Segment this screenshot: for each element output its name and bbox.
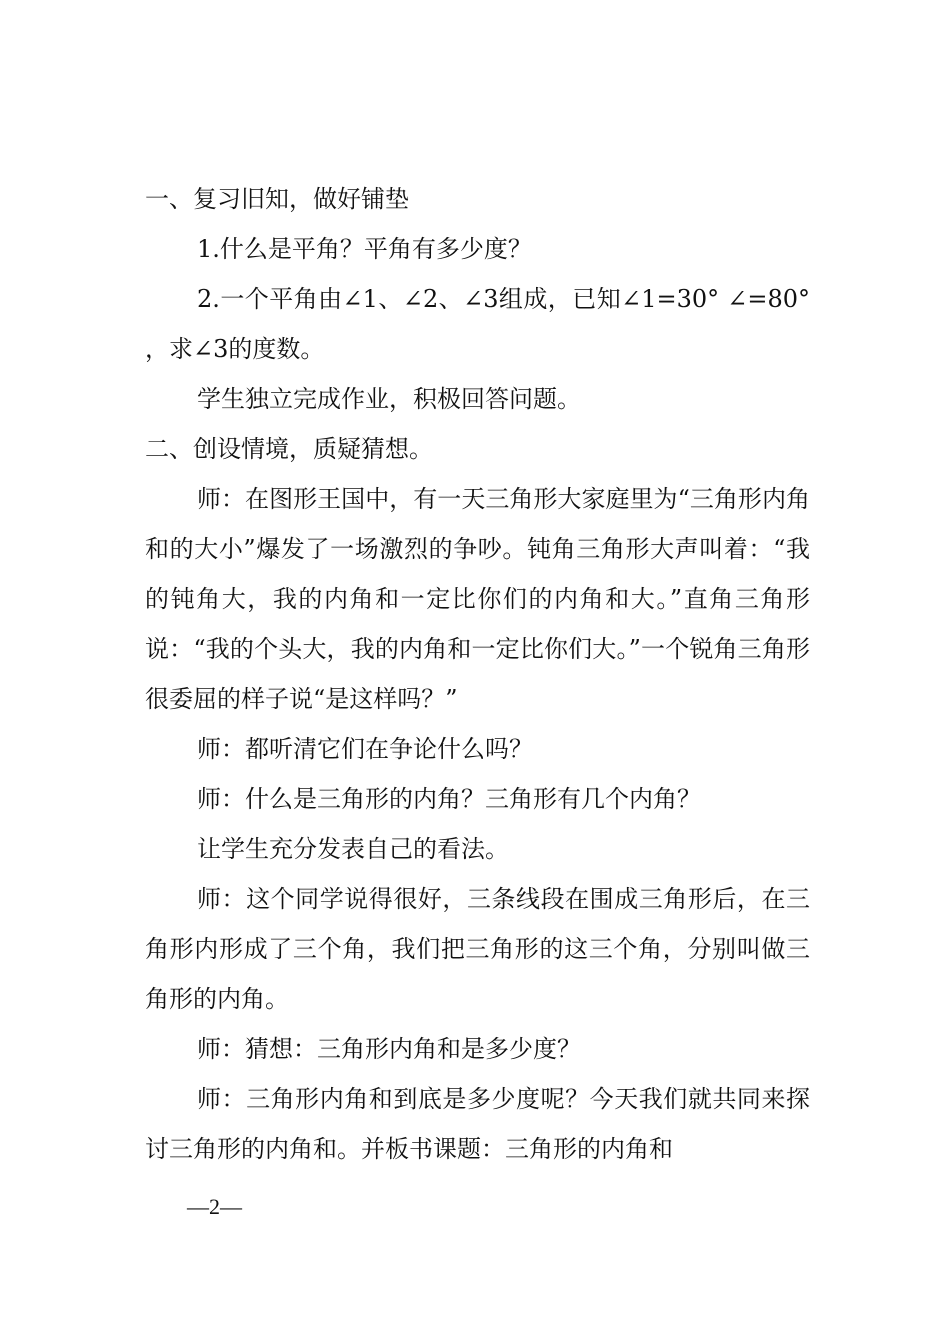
student-activity: 学生独立完成作业，积极回答问题。 (197, 385, 581, 413)
teacher-question-2: 师：什么是三角形的内角？三角形有几个内角？ (197, 785, 701, 813)
question-1: 1.什么是平角？平角有多少度？ (197, 235, 532, 263)
teacher-explanation: 师：这个同学说得很好，三条线段在围成三角形后，在三角形内形成了三个角，我们把三角形的这三个角，分别叫做三角形的内角。 (145, 885, 810, 1013)
student-discussion: 让学生充分发表自己的看法。 (197, 835, 509, 863)
page-number: —2— (187, 1194, 242, 1219)
question-2: 2.一个平角由∠1、∠2、∠3组成，已知∠1=30° ∠=80° ，求∠3的度数。 (145, 285, 810, 363)
teacher-story: 师：在图形王国中，有一天三角形大家庭里为“三角形内角和的大小”爆发了一场激烈的争吵。钝角三角形大声叫着：“我的钝角大，我的内角和一定比你们的内角和大。”直角三角形说：“我的个头大，我的内角和一定比你们大。”一个锐角三角形很委屈的样子说“是这样吗？” (145, 485, 810, 713)
teacher-conjecture: 师：猜想：三角形内角和是多少度？ (197, 1035, 581, 1063)
teacher-topic-intro: 师：三角形内角和到底是多少度呢？今天我们就共同来探讨三角形的内角和。并板书课题：三角形的内角和 (145, 1085, 810, 1163)
section-heading-2: 二、创设情境，质疑猜想。 (145, 435, 433, 463)
document-body (145, 174, 810, 1174)
section-heading-1: 一、复习旧知，做好铺垫 (145, 185, 409, 213)
teacher-question-1: 师：都听清它们在争论什么吗？ (197, 735, 533, 763)
